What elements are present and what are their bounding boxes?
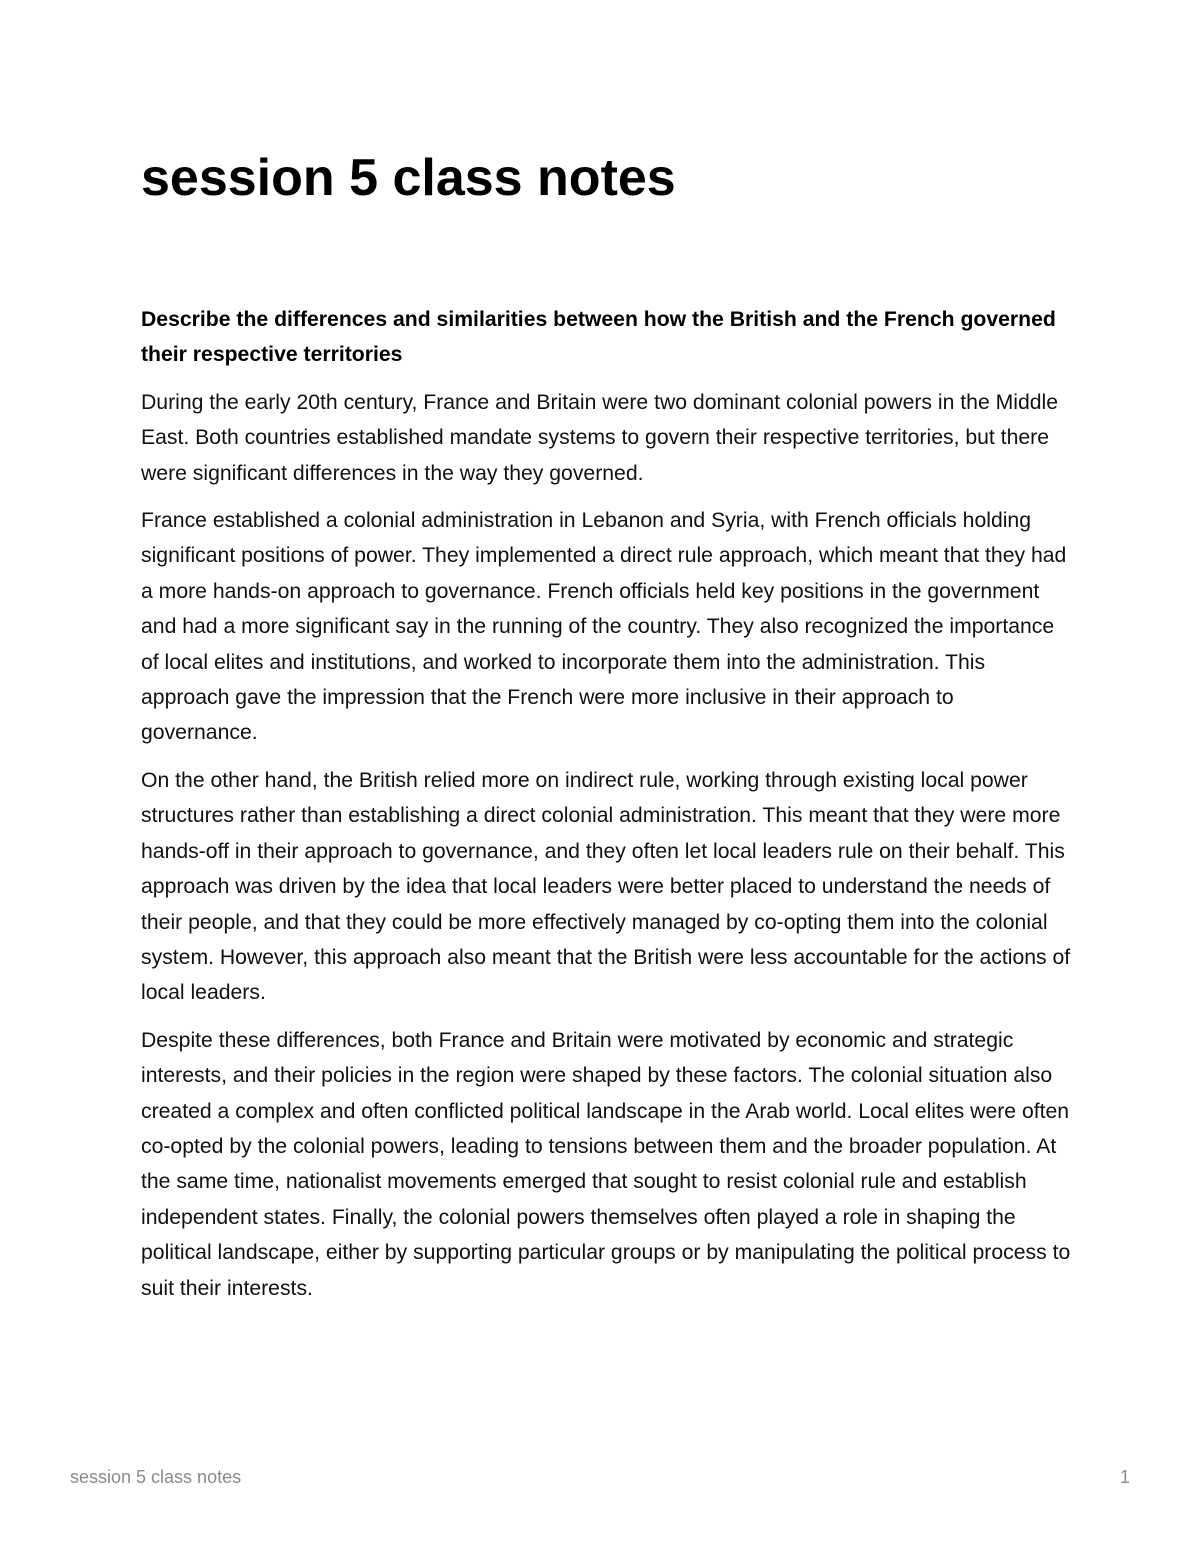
footer-document-title: session 5 class notes — [70, 1467, 242, 1487]
paragraph-france: France established a colonial administration in Lebanon and Syria, with French officials holding significant positions of power. They implemented a direct rule approach, which meant that they had a more hands-on approach to governance. French officials held key positions in the government and had a more significant say in the running of the country. They also recognized the importance of local elites and institutions, and worked to incorporate them into the administration. This approach gave the impression that the French were more inclusive in their approach to governance. — [141, 509, 1067, 745]
page-title: session 5 class notes — [141, 149, 676, 207]
paragraph-britain: On the other hand, the British relied more on indirect rule, working through existing local power structures rather than establishing a direct colonial administration. This meant that they were more hands-off in their approach to governance, and they often let local leaders rule on their behalf. This approach was driven by the idea that local leaders were better placed to understand the needs of their people, and that they could be more effectively managed by co-opting them into the colonial system. However, this approach also meant that the British were less accountable for the actions of local leaders. — [141, 768, 1071, 1005]
paragraph-similarities: Despite these differences, both France and Britain were motivated by economic and strategic interests, and their policies in the region were shaped by these factors. The colonial situation also created a complex and often conflicted political landscape in the Arab world. Local elites were often co-opted by the colonial powers, leading to tensions between them and the broader population. At the same time, nationalist movements emerged that sought to resist colonial rule and establish independent states. Finally, the colonial powers themselves often played a role in shaping the political landscape, either by supporting particular groups or by manipulating the political process to suit their interests. — [141, 1028, 1071, 1300]
footer-page-number: 1 — [1119, 1467, 1130, 1487]
document-body — [141, 302, 1071, 1318]
paragraph-intro: During the early 20th century, France and Britain were two dominant colonial powers in the Middle East. Both countries established mandate systems to govern their respective territories, but there were significant differences in the way they governed. — [141, 390, 1059, 485]
question-heading: Describe the differences and similarities between how the British and the French governed their respective territories — [141, 308, 1056, 367]
